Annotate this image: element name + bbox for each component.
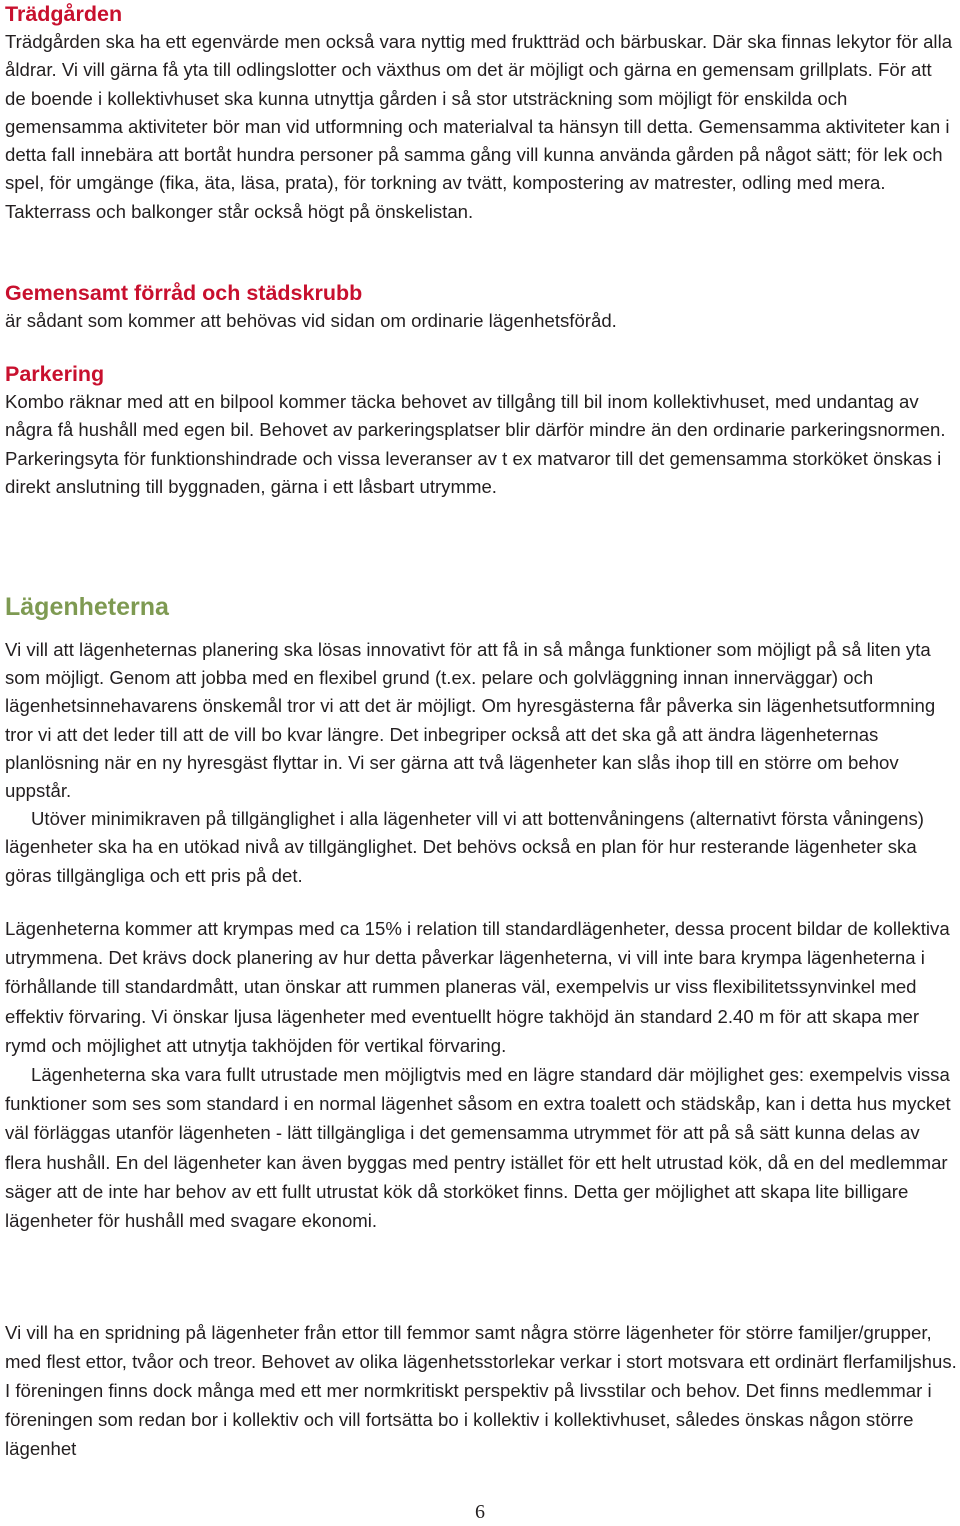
- section-forrad: [5, 279, 957, 335]
- section-heading-parkering: Parkering: [5, 362, 105, 386]
- page-number: 6: [475, 1501, 485, 1523]
- paragraph-lagenheterna-4: Lägenheterna ska vara fullt utrustade men möjligtvis med en lägre standard där möjlighet ges: exempelvis vissa funktioner som ses som standard i en normal lägenhet såsom en extra toalett och städskåp, kan i detta hus mycket väl förläggas utanför lägenheten - lätt tillgängliga i det gemensamma utrymmet för att på så sätt kunna delas av flera hushåll. En del lägenheter kan även byggas med pentry istället för ett helt utrustad kök, då en del medlemmar säger att de inte har behov av ett fullt utrustat kök då storköket finns. Detta ger möjlighet att skapa lite billigare lägenheter för hushåll med svagare ekonomi.: [5, 1064, 951, 1232]
- section-parkering: [5, 360, 957, 501]
- section-lagenheterna-storlek: [5, 914, 957, 1235]
- section-lagenheterna: [5, 590, 957, 890]
- section-heading-tradgarden: Trädgården: [5, 2, 123, 26]
- section-lagenheterna-spridning: [5, 1318, 957, 1463]
- section-tradgarden: [5, 0, 957, 226]
- paragraph-lagenheterna-5: Vi vill ha en spridning på lägenheter från ettor till femmor samt några större lägenheter för större familjer/grupper, med flest ettor, tvåor och treor. Behovet av olika lägenhetsstorlekar verkar i stort motsvara ett ordinärt flerfamiljshus. I föreningen finns dock många med ett mer normkritiskt perspektiv på livsstilar och behov. Det finns medlemmar i föreningen som redan bor i kollektiv och vill fortsätta bo i kollektiv i kollektivhuset, således önskas någon större lägenhet: [5, 1322, 957, 1459]
- paragraph-parkering: Kombo räknar med att en bilpool kommer täcka behovet av tillgång till bil inom kollektivhuset, med undantag av några få hushåll med egen bil. Behovet av parkeringsplatser blir därför mindre än den ordinarie parkeringsnormen. Parkeringsyta för funktionshindrade och vissa leveranser av t ex matvaror till det gemensamma storköket önskas i direkt anslutning till byggnaden, gärna i ett låsbart utrymme.: [5, 391, 946, 497]
- paragraph-tradgarden: Trädgården ska ha ett egenvärde men också vara nyttig med fruktträd och bärbuskar. Där ska finnas lekytor för alla åldrar. Vi vill gärna få yta till odlingslotter och växthus om det är möjligt och gärna en gemensam grillplats. För att de boende i kollektivhuset ska kunna utnyttja gården i så stor utsträckning som möjligt för enskilda och gemensamma aktiviteter bör man vid utformning och materialval ta hänsyn till detta. Gemensamma aktiviteter kan i detta fall innebära att bortåt hundra personer på samma gång vill kunna använda gården på något sätt; för lek och spel, för umgänge (fika, äta, läsa, prata), för torkning av tvätt, kompostering av matrester, odling med mera. Takterrass och balkonger står också högt på önskelistan.: [5, 31, 953, 222]
- paragraph-lagenheterna-2: Utöver minimikraven på tillgänglighet i alla lägenheter vill vi att bottenvåningens (alternativt första våningens) lägenheter ska ha en utökad nivå av tillgänglighet. Det behövs också en plan för hur resterande lägenheter ska göras tillgängliga och ett pris på det.: [5, 808, 924, 886]
- section-heading-forrad: Gemensamt förråd och städskrubb: [5, 281, 363, 305]
- section-heading-lagenheterna: Lägenheterna: [5, 593, 169, 621]
- paragraph-lagenheterna-3: Lägenheterna kommer att krympas med ca 15% i relation till standardlägenheter, dessa procent bildar de kollektiva utrymmena. Det krävs dock planering av hur detta påverkar lägenheterna, vi vill inte bara krympa lägenheterna i förhållande till standardmått, utan önskar att rummen planeras väl, exempelvis ur viss flexibilitetssynvinkel med effektiv förvaring. Vi önskar ljusa lägenheter med eventuellt högre takhöjd än standard 2.40 m för att skapa mer rymd och möjlighet att utnytja takhöjden för vertikal förvaring.: [5, 918, 950, 1056]
- paragraph-forrad: är sådant som kommer att behövas vid sidan om ordinarie lägenhetsföråd.: [5, 310, 617, 331]
- paragraph-lagenheterna-1: Vi vill att lägenheternas planering ska lösas innovativt för att få in så många funktioner som möjligt på så liten yta som möjligt. Genom att jobba med en flexibel grund (t.ex. pelare och golvläggning innan innerväggar) och lägenhetsinnehavarens önskemål tror vi att det är möjligt. Om hyresgästerna får påverka sin lägenhetsutformning tror vi att det leder till att de vill bo kvar längre. Det inbegriper också att det ska gå att ändra lägenheternas planlösning när en ny hyresgäst flyttar in. Vi ser gärna att två lägenheter kan slås ihop till en större om behov uppstår.: [5, 639, 936, 802]
